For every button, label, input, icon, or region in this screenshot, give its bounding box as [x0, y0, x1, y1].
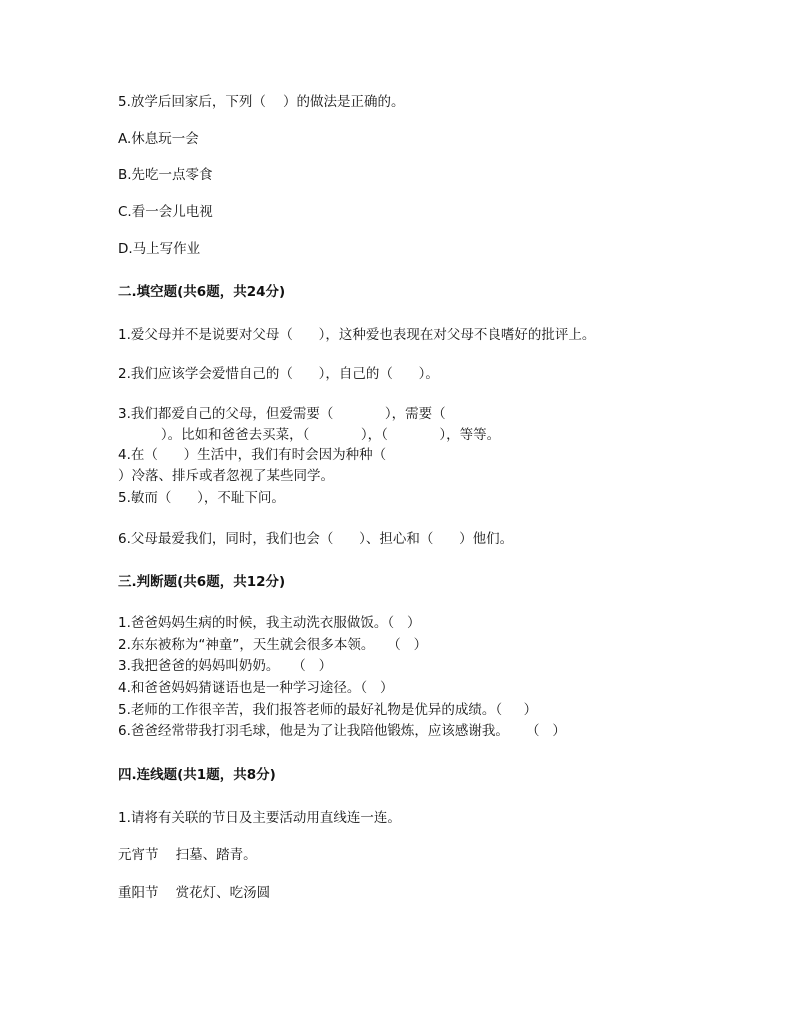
- fill-question-6: 6.父母最爱我们，同时，我们也会（ ）、担心和（ ）他们。: [118, 531, 514, 547]
- option-a: A.休息玩一会: [118, 131, 199, 147]
- judge-question-6: 6.爸爸经常带我打羽毛球，他是为了让我陪他锻炼，应该感谢我。 （ ）: [118, 723, 566, 739]
- judge-question-5: 5.老师的工作很辛苦，我们报答老师的最好礼物是优异的成绩。（ ）: [118, 702, 538, 718]
- fill-question-2: 2.我们应该学会爱惜自己的（ ），自己的（ ）。: [118, 366, 439, 382]
- judge-question-3: 3.我把爸爸的妈妈叫奶奶。 （ ）: [118, 658, 333, 674]
- judge-question-1: 1.爸爸妈妈生病的时候，我主动洗衣服做饭。（ ）: [118, 615, 421, 631]
- fill-question-4-line-1: 4.在（ ）生活中，我们有时会因为种种（: [118, 447, 387, 463]
- judge-question-2: 2.东东被称为“神童”，天生就会很多本领。 （ ）: [118, 637, 428, 653]
- fill-question-5: 5.敏而（ ），不耻下问。: [118, 490, 285, 506]
- match-question-1: 1.请将有关联的节日及主要活动用直线连一连。: [118, 810, 401, 826]
- match-row-2: 重阳节 赏花灯、吃汤圆: [118, 885, 271, 901]
- fill-question-3-line-1: 3.我们都爱自己的父母，但爱需要（ ），需要（: [118, 406, 446, 422]
- option-d: D.马上写作业: [118, 241, 201, 257]
- option-c: C.看一会儿电视: [118, 204, 213, 220]
- section-2-heading: 二.填空题(共6题，共24分): [118, 284, 286, 300]
- section-3-heading: 三.判断题(共6题，共12分): [118, 574, 286, 590]
- judge-question-4: 4.和爸爸妈妈猜谜语也是一种学习途径。（ ）: [118, 680, 394, 696]
- section-4-heading: 四.连线题(共1题，共8分): [118, 767, 276, 783]
- fill-question-3-line-2: ）。比如和爸爸去买菜，（ ），（ ），等等。: [118, 427, 501, 443]
- fill-question-4-line-2: ）冷落、排斥或者忽视了某些同学。: [118, 468, 334, 484]
- question-5-stem: 5.放学后回家后，下列（ ）的做法是正确的。: [118, 94, 405, 110]
- option-b: B.先吃一点零食: [118, 167, 213, 183]
- fill-question-1: 1.爱父母并不是说要对父母（ ），这种爱也表现在对父母不良嗜好的批评上。: [118, 327, 596, 343]
- match-row-1: 元宵节 扫墓、踏青。: [118, 847, 257, 863]
